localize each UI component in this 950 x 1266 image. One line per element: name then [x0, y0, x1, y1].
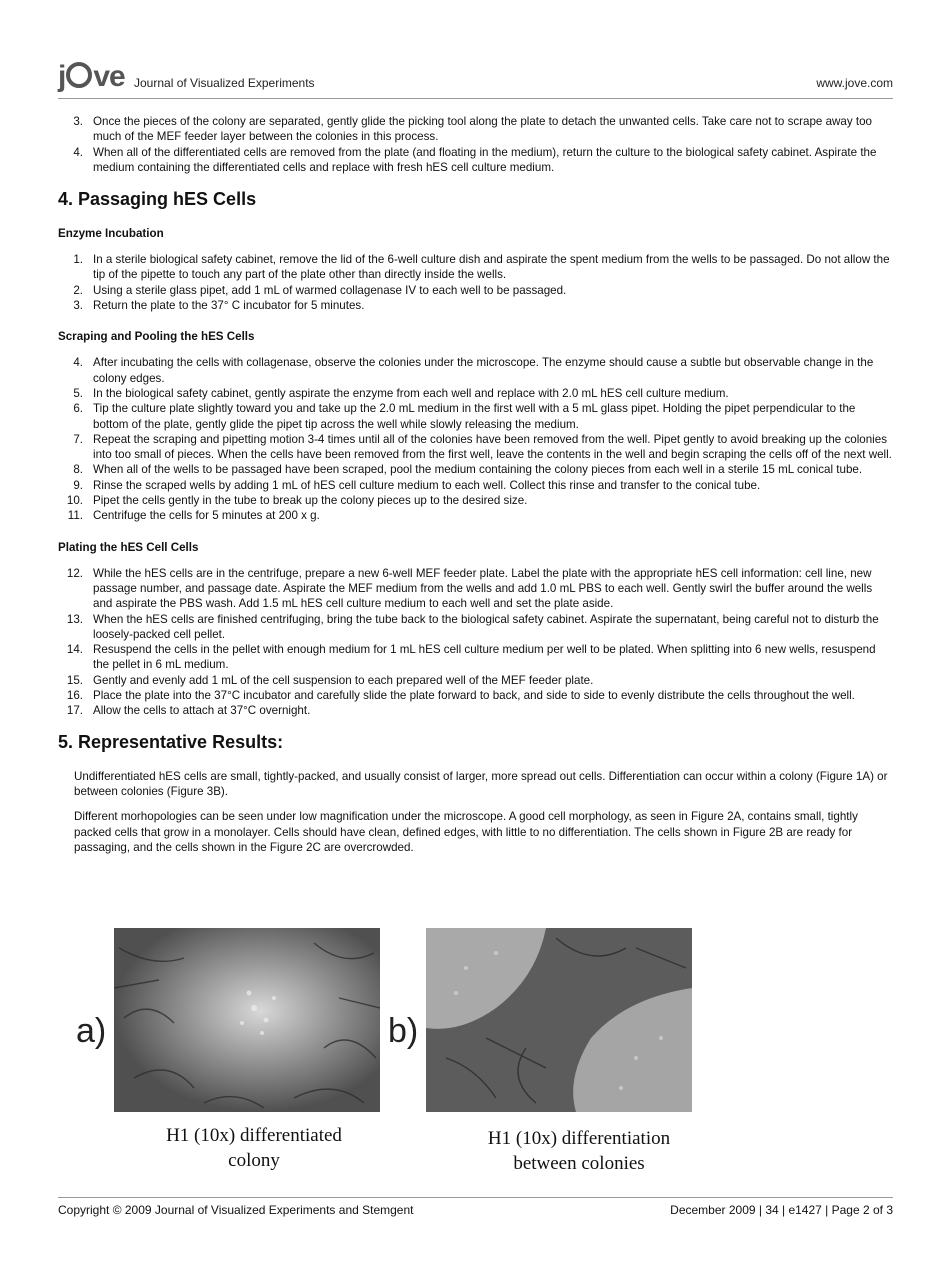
- copyright-text: Copyright © 2009 Journal of Visualized Experiments and Stemgent: [58, 1203, 414, 1217]
- section-4-title: 4. Passaging hES Cells: [58, 189, 257, 210]
- scraping-steps: [58, 355, 894, 523]
- citation-text: December 2009 | 34 | e1427 | Page 2 of 3: [670, 1203, 893, 1217]
- micrograph-a-image: [114, 928, 380, 1112]
- list-item: 5. In the biological safety cabinet, gently aspirate the enzyme from each well and replace with 2.0 mL hES cell culture medium.: [73, 386, 729, 400]
- list-item: 11. Centrifuge the cells for 5 minutes at 200 x g.: [67, 509, 320, 523]
- panel-a-label: a): [76, 1012, 107, 1050]
- list-item: 3. Once the pieces of the colony are separated, gently glide the picking tool along the plate to detach the unwanted cells. Take care not to scrape away too much of the MEF feeder layer between the colonies in this process.: [73, 115, 872, 144]
- enzyme-steps: [58, 252, 894, 313]
- micrograph-b-drawing: [426, 928, 692, 1112]
- jove-logo[interactable]: [58, 60, 125, 94]
- panel-b-caption: [444, 1126, 714, 1176]
- page-header: [58, 60, 893, 99]
- caption-line: between colonies: [513, 1153, 645, 1174]
- list-item: 10. Pipet the cells gently in the tube to break up the colony pieces up to the desired size.: [66, 494, 528, 508]
- section-5-title: 5. Representative Results:: [58, 731, 284, 752]
- plating-heading: Plating the hES Cell Cells: [58, 540, 199, 554]
- list-item: 13. When the hES cells are finished centrifuging, bring the tube back to the biological safety cabinet. Aspirate the supernatant, being careful not to disturb the loosely-packed cell pellet.: [66, 612, 879, 641]
- list-item: 7. Repeat the scraping and pipetting motion 3-4 times until all of the colonies have been removed from the well. Pipet gently to avoid breaking up the colonies into too small of pieces. When the cells have been removed from the first well, leave the contents in the well and begin scraping the cells off of the next well.: [73, 432, 892, 462]
- list-item: 17. Allow the cells to attach at 37°C overnight.: [66, 704, 311, 718]
- plating-steps: [58, 566, 894, 719]
- results-paragraph: Undifferentiated hES cells are small, tightly-packed, and usually consist of larger, more spread out cells. Differentiation can occur within a colony (Figure 1A) or between colonies (Figure 3B).: [74, 769, 888, 798]
- caption-line: H1 (10x) differentiation: [487, 1128, 671, 1149]
- logo-j: j: [58, 60, 66, 93]
- list-item: 4. After incubating the cells with collagenase, observe the colonies under the microscope. The enzyme should cause a subtle but observable change in the colony edges.: [73, 356, 874, 385]
- caption-line: colony: [228, 1150, 280, 1171]
- list-item: 8. When all of the wells to be passaged have been scraped, pool the medium containing the colony pieces from each well in a sterile 15 mL conical tube.: [73, 463, 863, 477]
- micrograph-a-drawing: [114, 928, 380, 1112]
- scraping-heading: Scraping and Pooling the hES Cells: [58, 330, 255, 344]
- list-item: 6. Tip the culture plate slightly toward you and take up the 2.0 mL medium in the first well with a 5 mL glass pipet. Holding the pipet perpendicular to the bottom of the plate, gently glide the pipet tip across the well while slowly releasing the medium.: [73, 402, 856, 431]
- list-item: 3. Return the plate to the 37° C incubator for 5 minutes.: [73, 299, 365, 313]
- micrograph-b-image: [426, 928, 692, 1112]
- list-item: 2. Using a sterile glass pipet, add 1 mL of warmed collagenase IV to each well to be passaged.: [73, 283, 567, 297]
- page-footer: [58, 1197, 893, 1217]
- caption-line: H1 (10x) differentiated: [166, 1125, 342, 1146]
- figure-1: [72, 928, 702, 1178]
- journal-name: Journal of Visualized Experiments: [134, 76, 315, 90]
- article-body: [58, 114, 894, 865]
- logo-o-icon: [66, 62, 92, 88]
- site-url[interactable]: www.jove.com: [816, 76, 893, 90]
- panel-a-caption: [114, 1123, 394, 1173]
- intro-steps: [58, 114, 894, 175]
- list-item: 16. Place the plate into the 37°C incubator and carefully slide the plate forward to back, and side to side to evenly distribute the cells throughout the well.: [66, 689, 855, 703]
- list-item: 9. Rinse the scraped wells by adding 1 mL of hES cell culture medium to each well. Collect this rinse and transfer to the conical tube.: [73, 478, 761, 492]
- panel-b-label: b): [388, 1012, 419, 1050]
- list-item: 15. Gently and evenly add 1 mL of the cell suspension to each prepared well of the MEF feeder plate.: [66, 673, 594, 687]
- list-item: 12. While the hES cells are in the centrifuge, prepare a new 6-well MEF feeder plate. Label the plate with the appropriate hES cell information: cell line, new passage number, and passage date. Aspirate the MEF medium from the wells and add 1.0 mL PBS to each well. Gently swirl the buffer around the wells and aspirate the PBS wash. Add 1.5 mL hES cell culture medium to each well and set the plate aside.: [66, 566, 873, 611]
- enzyme-incubation-heading: Enzyme Incubation: [58, 227, 164, 241]
- list-item: 1. In a sterile biological safety cabinet, remove the lid of the 6-well culture dish and aspirate the spent medium from the wells to be passaged. Do not allow the tip of the pipette to touch any part of the plate other than directly inside the wells.: [73, 253, 890, 282]
- results-paragraph: Different morhopologies can be seen under low magnification under the microscope. A good cell morphology, as seen in Figure 2A, contains small, tightly packed cells that grow in a monolayer. Cells should have clean, defined edges, with little to no differentiation. The cells shown in Figure 2B are ready for passaging, and the cells shown in the Figure 2C are overcrowded.: [74, 810, 858, 854]
- logo-ve: ve: [93, 60, 125, 93]
- list-item: 4. When all of the differentiated cells are removed from the plate (and floating in the medium), return the culture to the biological safety cabinet. Aspirate the medium containing the differentiated cells and replace with fresh hES cell culture medium.: [73, 145, 877, 174]
- list-item: 14. Resuspend the cells in the pellet with enough medium for 1 mL hES cell culture medium per well to be plated. When splitting into 6 new wells, resuspend the pellet in 6 mL medium.: [66, 643, 876, 672]
